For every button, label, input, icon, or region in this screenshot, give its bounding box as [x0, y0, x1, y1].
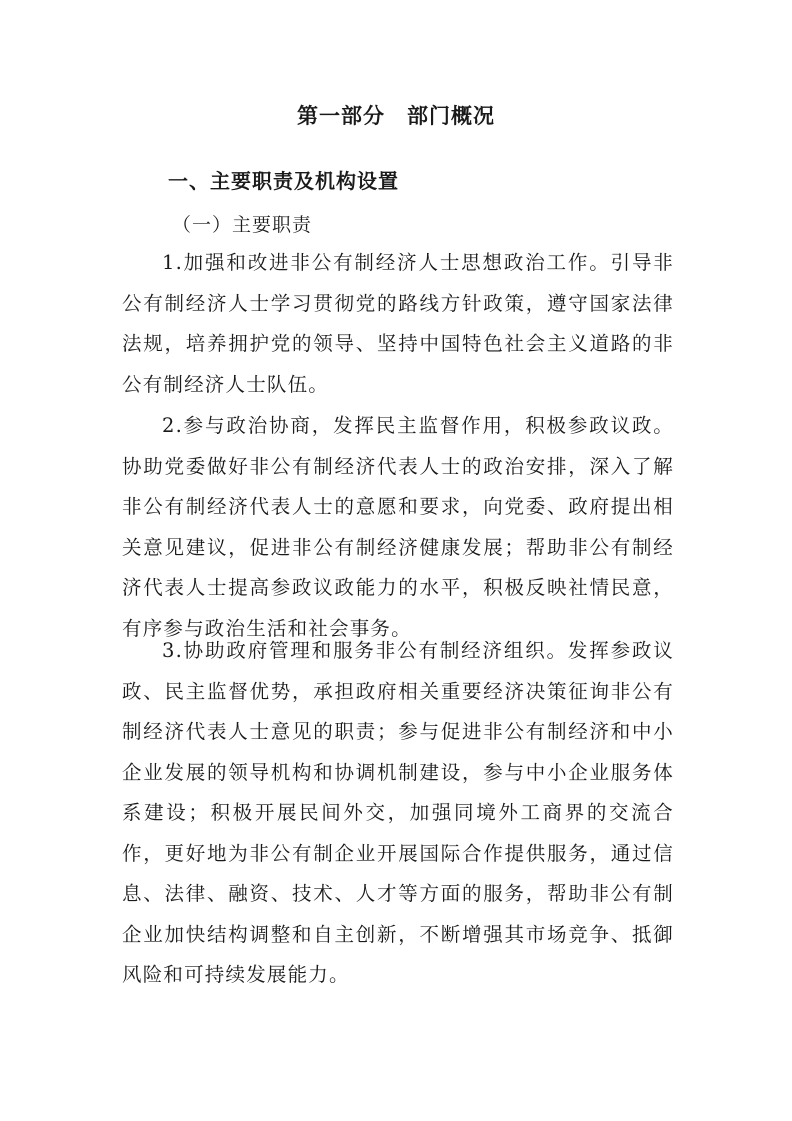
- title-part: 第一部分: [297, 103, 385, 128]
- subsection-heading: （一）主要职责: [172, 214, 313, 236]
- paragraph-item-3: 3.协助政府管理和服务非公有制经济组织。发挥参政议政、民主监督优势，承担政府相关重要经济决策征询非公有制经济代表人士意见的职责；参与促进非公有制经济和中小企业发展的领导机构和协调机制建设，参与中小企业服务体系建设；积极开展民间外交，加强同境外工商界的交流合作，更好地为非公有制企业开展国际合作提供服务，通过信息、法律、融资、技术、人才等方面的服务，帮助非公有制企业加快结构调整和自主创新，不断增强其市场竞争、抵御风险和可持续发展能力。: [122, 639, 674, 986]
- page-title: [0, 100, 792, 132]
- section-heading: 一、主要职责及机构设置: [168, 169, 399, 193]
- paragraph-item-2: 2.参与政治协商，发挥民主监督作用，积极参政议政。协助党委做好非公有制经济代表人士的政治安排，深入了解非公有制经济代表人士的意愿和要求，向党委、政府提出相关意见建议，促进非公有制经济健康发展；帮助非公有制经济代表人士提高参政议政能力的水平，积极反映社情民意，有序参与政治生活和社会事务。: [122, 414, 674, 640]
- paragraph-item-1: 1.加强和改进非公有制经济人士思想政治工作。引导非公有制经济人士学习贯彻党的路线方针政策，遵守国家法律法规，培养拥护党的领导、坚持中国特色社会主义道路的非公有制经济人士队伍。: [122, 251, 674, 396]
- title-name: 部门概况: [407, 103, 495, 128]
